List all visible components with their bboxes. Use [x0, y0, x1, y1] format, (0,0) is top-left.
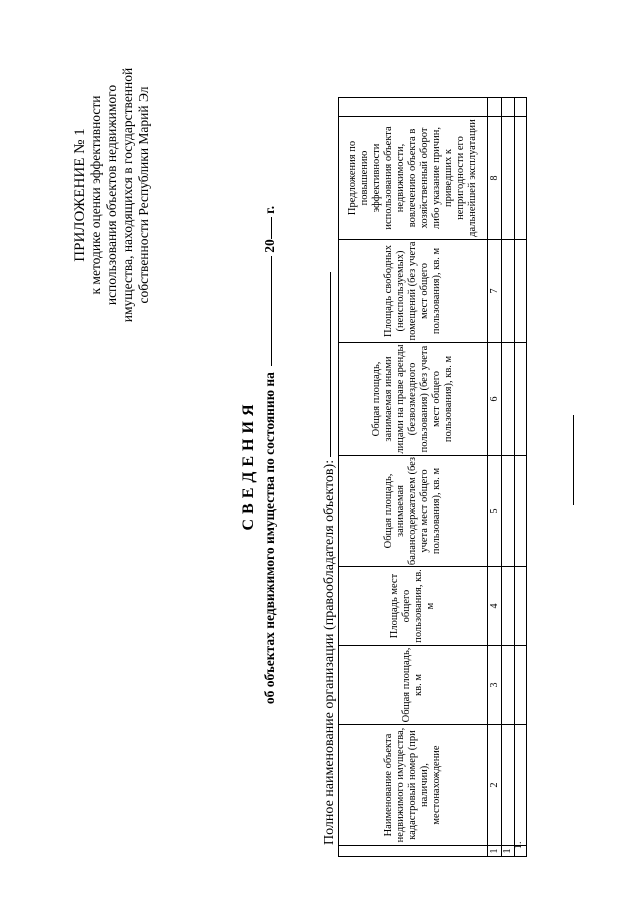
subtitle-text: об объектах недвижимого имущества по состоянию на	[262, 372, 277, 705]
table-cell	[515, 98, 527, 117]
table-cell	[515, 646, 527, 725]
column-number	[488, 98, 502, 117]
header-cell-8	[339, 98, 488, 117]
separator-line	[573, 415, 574, 505]
table-row	[515, 98, 527, 857]
organization-line	[322, 272, 338, 845]
table-cell	[502, 240, 515, 343]
appendix-line: использования объектов недвижимого	[104, 84, 119, 306]
header-cell-proposals: Предложения по повышению эффективности использования объекта недвижимости, вовлечению объекта в хозяйственный оборот либо указание причин, приведших к непригодности его дальнейшей эксплуатации	[339, 117, 488, 240]
column-number: 2	[488, 725, 502, 846]
column-number: 8	[488, 117, 502, 240]
column-number: 4	[488, 567, 502, 646]
header-cell-free-area: Площадь свободных (неиспользуемых) помещений (без учета мест общего пользования), кв. м	[339, 240, 488, 343]
table-cell	[502, 567, 515, 646]
table-row	[502, 98, 515, 857]
organization-blank	[330, 272, 331, 457]
table-cell	[515, 567, 527, 646]
header-cell-lease-area: Общая площадь, занимаемая иными лицами на праве аренды (безвозмездного пользования) (без учета мест общего пользования), кв. м	[339, 343, 488, 456]
header-cell-name: Наименование объекта недвижимого имущества, кадастровый номер (при наличии), местонахождение	[339, 725, 488, 846]
column-number-row	[488, 98, 502, 857]
appendix-line: к методике оценки эффективности	[88, 95, 103, 295]
below-table-number: 1.	[513, 841, 524, 849]
table-cell	[515, 117, 527, 240]
table-cell	[502, 117, 515, 240]
table-cell: 1	[502, 846, 515, 857]
column-number: 5	[488, 456, 502, 567]
column-number: 6	[488, 343, 502, 456]
appendix-heading: ПРИЛОЖЕНИЕ № 1	[72, 128, 88, 262]
year-blank	[271, 217, 272, 239]
header-cell-total-area: Общая площадь, кв. м	[339, 646, 488, 725]
table-cell	[502, 725, 515, 846]
table-cell	[515, 343, 527, 456]
table-cell	[502, 646, 515, 725]
header-cell-common-area: Площадь мест общего пользования, кв. м	[339, 567, 488, 646]
date-blank	[271, 256, 272, 366]
header-cell-0	[339, 846, 488, 857]
table-cell	[502, 98, 515, 117]
table-header-row	[339, 98, 488, 857]
appendix-line: собственности Республики Марий Эл	[136, 86, 151, 304]
table-cell	[502, 343, 515, 456]
year-suffix: г.	[262, 205, 277, 214]
property-table	[338, 97, 527, 857]
organization-label: Полное наименование организации (правообладателя объектов):	[322, 459, 337, 845]
table-cell	[515, 456, 527, 567]
year-prefix: 20	[262, 239, 277, 253]
appendix-line: имущества, находящихся в государственной	[120, 67, 135, 323]
column-number: 7	[488, 240, 502, 343]
table-cell	[502, 456, 515, 567]
header-cell-holder-area: Общая площадь, занимаемая балансодержателем (без учета мест общего пользования), кв. м	[339, 456, 488, 567]
document-subtitle	[262, 155, 278, 755]
column-number: 1	[488, 846, 502, 857]
column-number: 3	[488, 646, 502, 725]
table-cell	[515, 725, 527, 846]
appendix-block	[72, 45, 152, 345]
document-title: СВЕДЕНИЯ	[240, 399, 257, 531]
table-cell	[515, 240, 527, 343]
